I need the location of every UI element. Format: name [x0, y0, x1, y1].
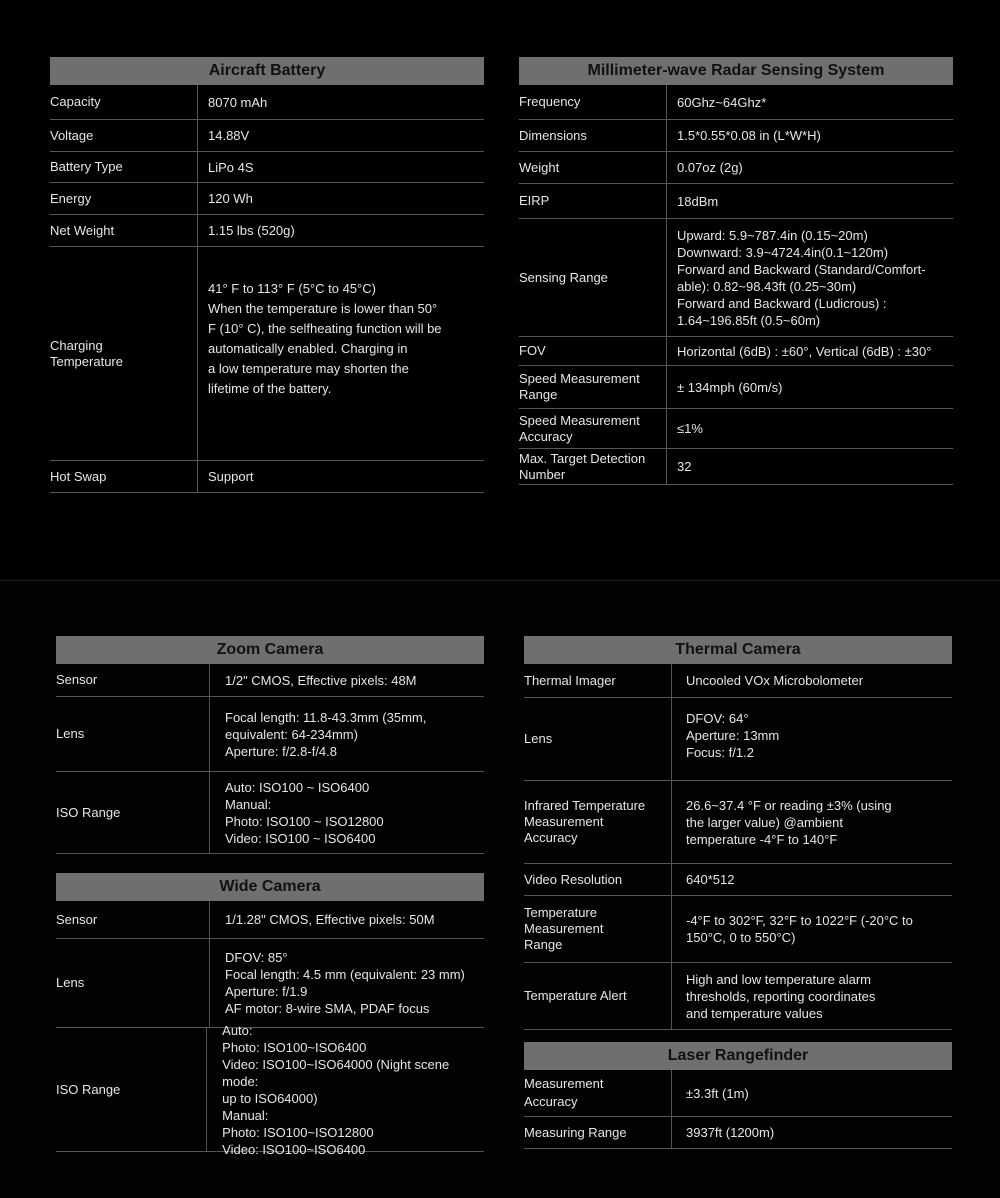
table-row [50, 183, 484, 215]
table-row [524, 896, 952, 963]
spec-value: Auto: Photo: ISO100~ISO6400 Video: ISO100~ISO64000 (Night scene mode: up to ISO64000) Manual: Photo: ISO100~ISO12800 Video: ISO100~ISO6400 [222, 1022, 450, 1157]
spec-value: ±3.3ft (1m) [686, 1085, 749, 1101]
spec-value: 14.88V [208, 128, 250, 143]
spec-value: 3937ft (1200m) [686, 1125, 775, 1140]
zoom-camera-title: Zoom Camera [56, 636, 484, 664]
table-row [524, 1117, 952, 1149]
spec-value: Support [208, 469, 254, 484]
spec-label: Lens [524, 698, 672, 780]
table-row [524, 864, 952, 896]
spec-value: Uncooled VOx Microbolometer [686, 673, 864, 688]
spec-value: -4°F to 302°F, 32°F to 1022°F (-20°C to 150°C, 0 to 550°C) [686, 913, 913, 945]
spec-value: DFOV: 85° Focal length: 4.5 mm (equivalent: 23 mm) Aperture: f/1.9 AF motor: 8-wire SMA, PDAF focus [225, 950, 465, 1016]
spec-value: LiPo 4S [208, 159, 254, 175]
spec-value: Horizontal (6dB) : ±60°, Vertical (6dB) : ±30° [677, 343, 932, 359]
radar-table [519, 57, 953, 485]
table-row [524, 963, 952, 1030]
table-row [56, 664, 484, 697]
table-row [519, 152, 953, 184]
spec-label: Lens [56, 697, 210, 771]
spec-value: 1/2" CMOS, Effective pixels: 48M [225, 672, 417, 688]
table-row [524, 781, 952, 864]
spec-value: 8070 mAh [208, 94, 268, 110]
table-row [50, 247, 484, 461]
table-row [519, 120, 953, 152]
table-row [56, 1022, 484, 1157]
spec-label: Charging Temperature [50, 247, 198, 460]
spec-label: Temperature Alert [524, 963, 672, 1029]
spec-label: Capacity [50, 85, 198, 119]
table-row [50, 85, 484, 120]
table-row [56, 697, 484, 772]
table-row [56, 901, 484, 939]
spec-label: Thermal Imager [524, 664, 672, 697]
spec-label: ISO Range [56, 1028, 207, 1151]
spec-value: 41° F to 113° F (5°C to 45°C) When the temperature is lower than 50° F (10° C), the selfheating function will be automatically enabled. Charging in a low temperature may shorten the lifetime of the battery. [208, 281, 442, 396]
spec-label: Lens [56, 939, 210, 1027]
spec-label: Sensing Range [519, 219, 667, 336]
spec-label: Sensor [56, 664, 210, 696]
spec-label: EIRP [519, 184, 667, 218]
spec-label: Dimensions [519, 120, 667, 151]
spec-label: Max. Target Detection Number [519, 449, 667, 484]
table-row [519, 366, 953, 409]
table-row [519, 184, 953, 219]
laser-rangefinder-title: Laser Rangefinder [524, 1042, 952, 1070]
table-row [519, 337, 953, 366]
spec-label: Speed Measurement Range [519, 366, 667, 408]
spec-value: Upward: 5.9~787.4in (0.15~20m) Downward: 3.9~4724.4in(0.1~120m) Forward and Backward (Standard/Comfort- able): 0.82~98.43ft (0.25~30m) Forward and Backward (Ludicrous) : 1.64~196.85ft (0.5~60m) [677, 227, 926, 328]
aircraft-battery-table [50, 57, 484, 493]
spec-label: Battery Type [50, 152, 198, 182]
spec-label: Speed Measurement Accuracy [519, 409, 667, 448]
spec-label: Hot Swap [50, 461, 198, 492]
table-row [50, 120, 484, 152]
spec-value: High and low temperature alarm thresholds, reporting coordinates and temperature values [686, 971, 876, 1021]
table-row [524, 698, 952, 781]
wide-camera-table [56, 873, 484, 1157]
spec-label: Energy [50, 183, 198, 214]
table-row [519, 409, 953, 449]
spec-value: 0.07oz (2g) [677, 160, 743, 175]
wide-camera-title: Wide Camera [56, 873, 484, 901]
spec-value: 1.15 lbs (520g) [208, 223, 295, 238]
spec-value: 18dBm [677, 193, 719, 209]
table-row [50, 152, 484, 183]
spec-value: 640*512 [686, 872, 735, 887]
spec-label: Weight [519, 152, 667, 183]
spec-label: Sensor [56, 901, 210, 938]
laser-rangefinder-table [524, 1042, 952, 1149]
table-row [50, 215, 484, 247]
table-row [56, 772, 484, 854]
table-row [50, 461, 484, 493]
aircraft-battery-title: Aircraft Battery [50, 57, 484, 85]
spec-label: FOV [519, 337, 667, 365]
spec-label: Voltage [50, 120, 198, 151]
spec-value: 1.5*0.55*0.08 in (L*W*H) [677, 128, 821, 143]
spec-value: 60Ghz~64Ghz* [677, 94, 767, 110]
spec-label: Measurement Accuracy [524, 1070, 672, 1116]
spec-value: DFOV: 64° Aperture: 13mm Focus: f/1.2 [686, 711, 780, 760]
spec-value: 120 Wh [208, 191, 253, 206]
spec-label: ISO Range [56, 772, 210, 853]
spec-value: Focal length: 11.8-43.3mm (35mm, equivalent: 64-234mm) Aperture: f/2.8-f/4.8 [225, 709, 427, 759]
table-row [519, 219, 953, 337]
thermal-camera-title: Thermal Camera [524, 636, 952, 664]
spec-label: Net Weight [50, 215, 198, 246]
spec-label: Frequency [519, 85, 667, 119]
spec-value: Auto: ISO100 ~ ISO6400 Manual: Photo: ISO100 ~ ISO12800 Video: ISO100 ~ ISO6400 [225, 779, 384, 846]
table-row [524, 1070, 952, 1117]
spec-value: 32 [677, 459, 692, 474]
spec-label: Measuring Range [524, 1117, 672, 1148]
radar-title: Millimeter-wave Radar Sensing System [519, 57, 953, 85]
table-row [519, 85, 953, 120]
spec-label: Temperature Measurement Range [524, 896, 672, 962]
spec-value: ± 134mph (60m/s) [677, 379, 783, 395]
thermal-camera-table [524, 636, 952, 1030]
zoom-camera-table [56, 636, 484, 854]
table-row [524, 664, 952, 698]
spec-value: 1/1.28" CMOS, Effective pixels: 50M [225, 912, 435, 927]
spec-value: ≤1% [677, 421, 703, 436]
spec-label: Video Resolution [524, 864, 672, 895]
spec-value: 26.6~37.4 °F or reading ±3% (using the larger value) @ambient temperature -4°F to 140°F [686, 797, 892, 847]
table-row [56, 939, 484, 1028]
table-row [519, 449, 953, 485]
spec-label: Infrared Temperature Measurement Accuracy [524, 781, 672, 863]
